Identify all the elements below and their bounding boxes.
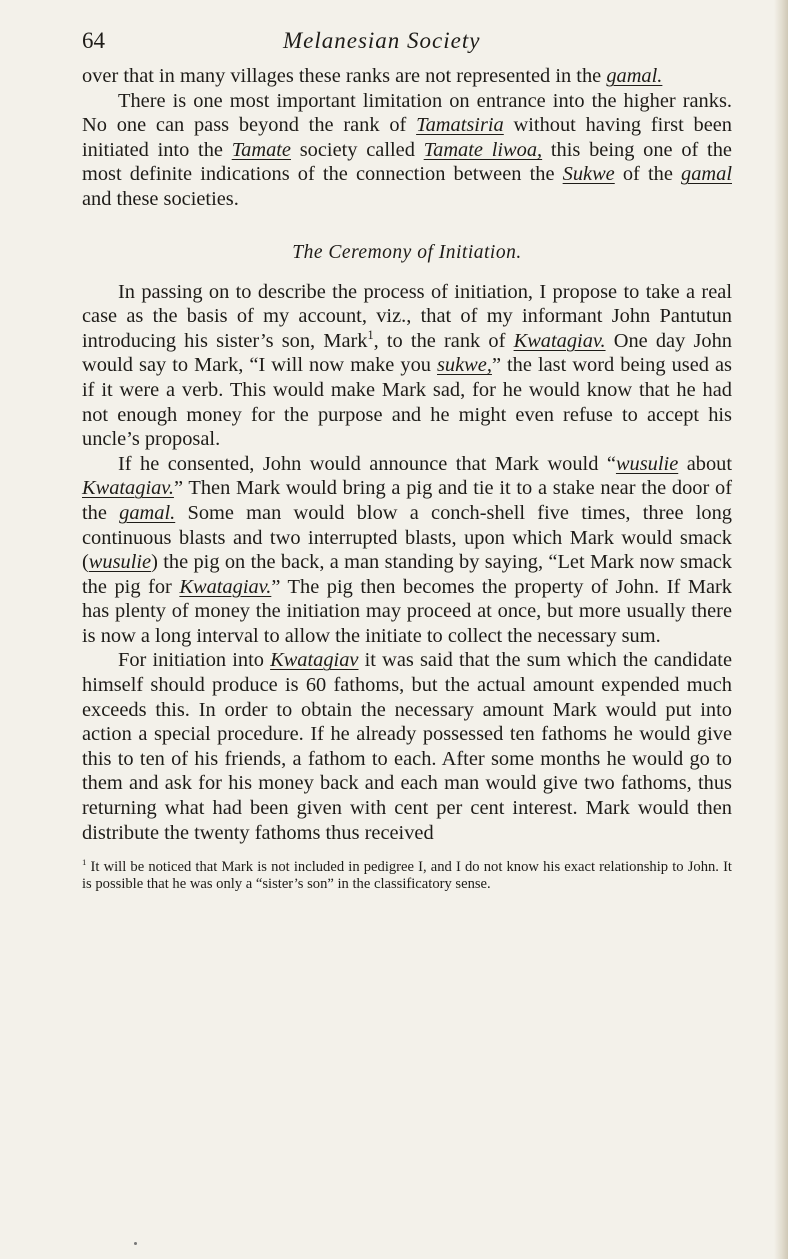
term-gamal: gamal. <box>606 65 663 87</box>
paragraph-limitation: There is one most important limitation on entrance into the higher ranks. No one can pass beyond the rank of Tamatsiria without having first been initiated into the Tamate society called Tamate liwoa, this being one of the most definite indications of the connection between the Sukwe of the gamal and these societies. <box>82 89 732 210</box>
term-wusulie: wusulie <box>88 551 152 574</box>
paragraph-fathoms: For initiation into Kwatagiav it was said that the sum which the candidate himself should produce is 60 fathoms, but the actual amount expended much exceeds this. In order to obtain the necessary amount Mark would put into action a special procedure. If he already possessed ten fathoms he would give this to ten of his friends, a fathom to each. After some months he would go to them and ask for his money back and each man would give two fathoms, thus returning what had been given with cent per cent interest. Mark would then distribute the twenty fathoms thus received <box>82 649 732 844</box>
footnote <box>82 859 732 892</box>
print-speck <box>134 1242 137 1245</box>
term-kwatagiav: Kwatagiav <box>270 649 359 672</box>
term-kwatagiav: Kwatagiav. <box>82 477 174 500</box>
page-header <box>82 28 732 64</box>
page-edge-shadow <box>774 0 788 1259</box>
term-sukwe: Sukwe <box>562 163 615 186</box>
term-wusulie: wusulie <box>615 452 679 475</box>
term-gamal: gamal. <box>119 501 176 524</box>
term-gamal: gamal <box>681 163 732 186</box>
book-page <box>82 28 732 892</box>
term-tamate: Tamate <box>231 138 291 161</box>
term-tamatsiria: Tamatsiria <box>416 114 504 137</box>
running-title: Melanesian Society <box>283 28 481 53</box>
paragraph-initiation-intro: In passing on to describe the process of initiation, I propose to take a real case as the basis of my account, viz., that of my informant John Pantutun introducing his sister’s son, Mark$^1$, to the rank of Kwatagiav. One day John would say to Mark, “I will now make you sukwe,” the last word being used as if it were a verb. This would make Mark sad, for he would know that he had not enough money for the purpose and he might even refuse to accept his uncle’s proposal. <box>82 280 733 451</box>
footnote-marker: 1 <box>367 327 374 342</box>
term-kwatagiav: Kwatagiav. <box>179 575 272 598</box>
term-tamate-liwoa: Tamate liwoa, <box>423 138 543 161</box>
page-number: 64 <box>82 28 105 53</box>
footnote-number: 1 <box>82 857 87 868</box>
term-sukwe: sukwe, <box>437 354 492 377</box>
paragraph-consent: If he consented, John would announce that Mark would “wusulie about Kwatagiav.” Then Mark would bring a pig and tie it to a stake near the door of the gamal. Some man would blow a conch-shell five times, three long continuous blasts and two interrupted blasts, upon which Mark would smack (wusulie) the pig on the back, a man standing by saying, “Let Mark now smack the pig for Kwatagiav.” The pig then becomes the property of John. If Mark has plenty of money the initiation may proceed at once, but more usually there is now a long interval to allow the initiate to collect the necessary sum. <box>82 452 733 647</box>
section-title: The Ceremony of Initiation. <box>292 241 522 263</box>
term-kwatagiav: Kwatagiav. <box>513 329 606 352</box>
paragraph-continuation: over that in many villages these ranks are not represented in the gamal. <box>82 65 663 87</box>
footnote-text: It will be noticed that Mark is not included in pedigree I, and I do not know his exact relationship to John. It is possible that he was only a “sister’s son” in the classificatory sense. <box>82 859 732 892</box>
